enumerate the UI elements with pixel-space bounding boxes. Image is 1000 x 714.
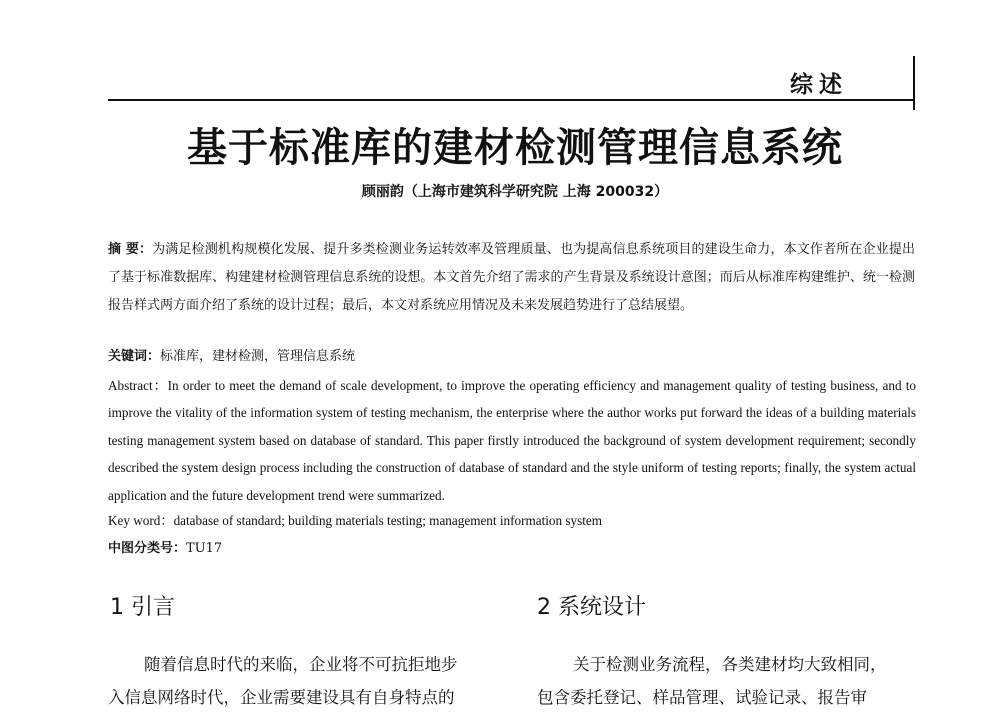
section-tag: 综述 — [790, 72, 848, 98]
author-line: 顾丽韵（上海市建筑科学研究院 上海 200032） — [361, 184, 669, 200]
intro-line-2: 入信息网络时代，企业需要建设具有自身特点的 — [108, 688, 455, 707]
header-vertical-rule — [913, 56, 915, 110]
article-title: 基于标准库的建材检测管理信息系统 — [187, 125, 843, 171]
keywords-cn — [108, 344, 915, 370]
classification-code — [108, 536, 915, 562]
abstract-cn-text: 为满足检测机构规模化发展、提升多类检测业务运转效率及管理质量、也为提高信息系统项目的建设生命力，本文作者所在企业提出了基于标准数据库、构建建材检测管理信息系统的设想。本文首先介绍了需求的产生背景及系统设计意图；而后从标准库构建维护、统一检测报告样式两方面介绍了系统的设计过程；最后，本文对系统应用情况及未来发展趋势进行了总结展望。 — [108, 242, 915, 313]
design-line-1: 关于检测业务流程，各类建材均大致相同， — [573, 655, 887, 674]
abstract-en-label: Abstract： — [108, 378, 168, 393]
classification-value: TU17 — [186, 541, 223, 556]
keywords-en-label: Key word： — [108, 513, 174, 528]
header-rule — [108, 99, 915, 101]
section-heading-design: 2 系统设计 — [537, 595, 646, 620]
section-heading-intro: 1 引言 — [110, 595, 175, 620]
abstract-cn — [108, 236, 915, 320]
keywords-cn-text: 标准库，建材检测，管理信息系统 — [160, 349, 356, 364]
keywords-cn-label: 关键词： — [108, 349, 161, 364]
keywords-en — [108, 508, 915, 534]
abstract-en — [108, 372, 916, 509]
intro-line-1: 随着信息时代的来临，企业将不可抗拒地步 — [144, 655, 458, 674]
design-line-2: 包含委托登记、样品管理、试验记录、报告审 — [537, 688, 867, 707]
classification-label: 中图分类号： — [108, 541, 187, 556]
intro-body — [108, 648, 493, 714]
abstract-en-text: In order to meet the demand of scale development, to improve the operating efficiency and management quality of testing business, and to improve the vitality of the information system of testing mechanism, the enterprise where the author works put forward the ideas of a building materials testing management system based on database of standard. This paper firstly introduced the background of system development requirement; secondly described the system design process including the construction of database of standard and the style uniform of testing reports; finally, the system actual application and the future development trend were summarized. — [108, 378, 916, 503]
design-body — [537, 648, 922, 714]
keywords-en-text: database of standard; building materials testing; management information system — [173, 513, 603, 528]
abstract-cn-label: 摘 要： — [108, 242, 153, 257]
